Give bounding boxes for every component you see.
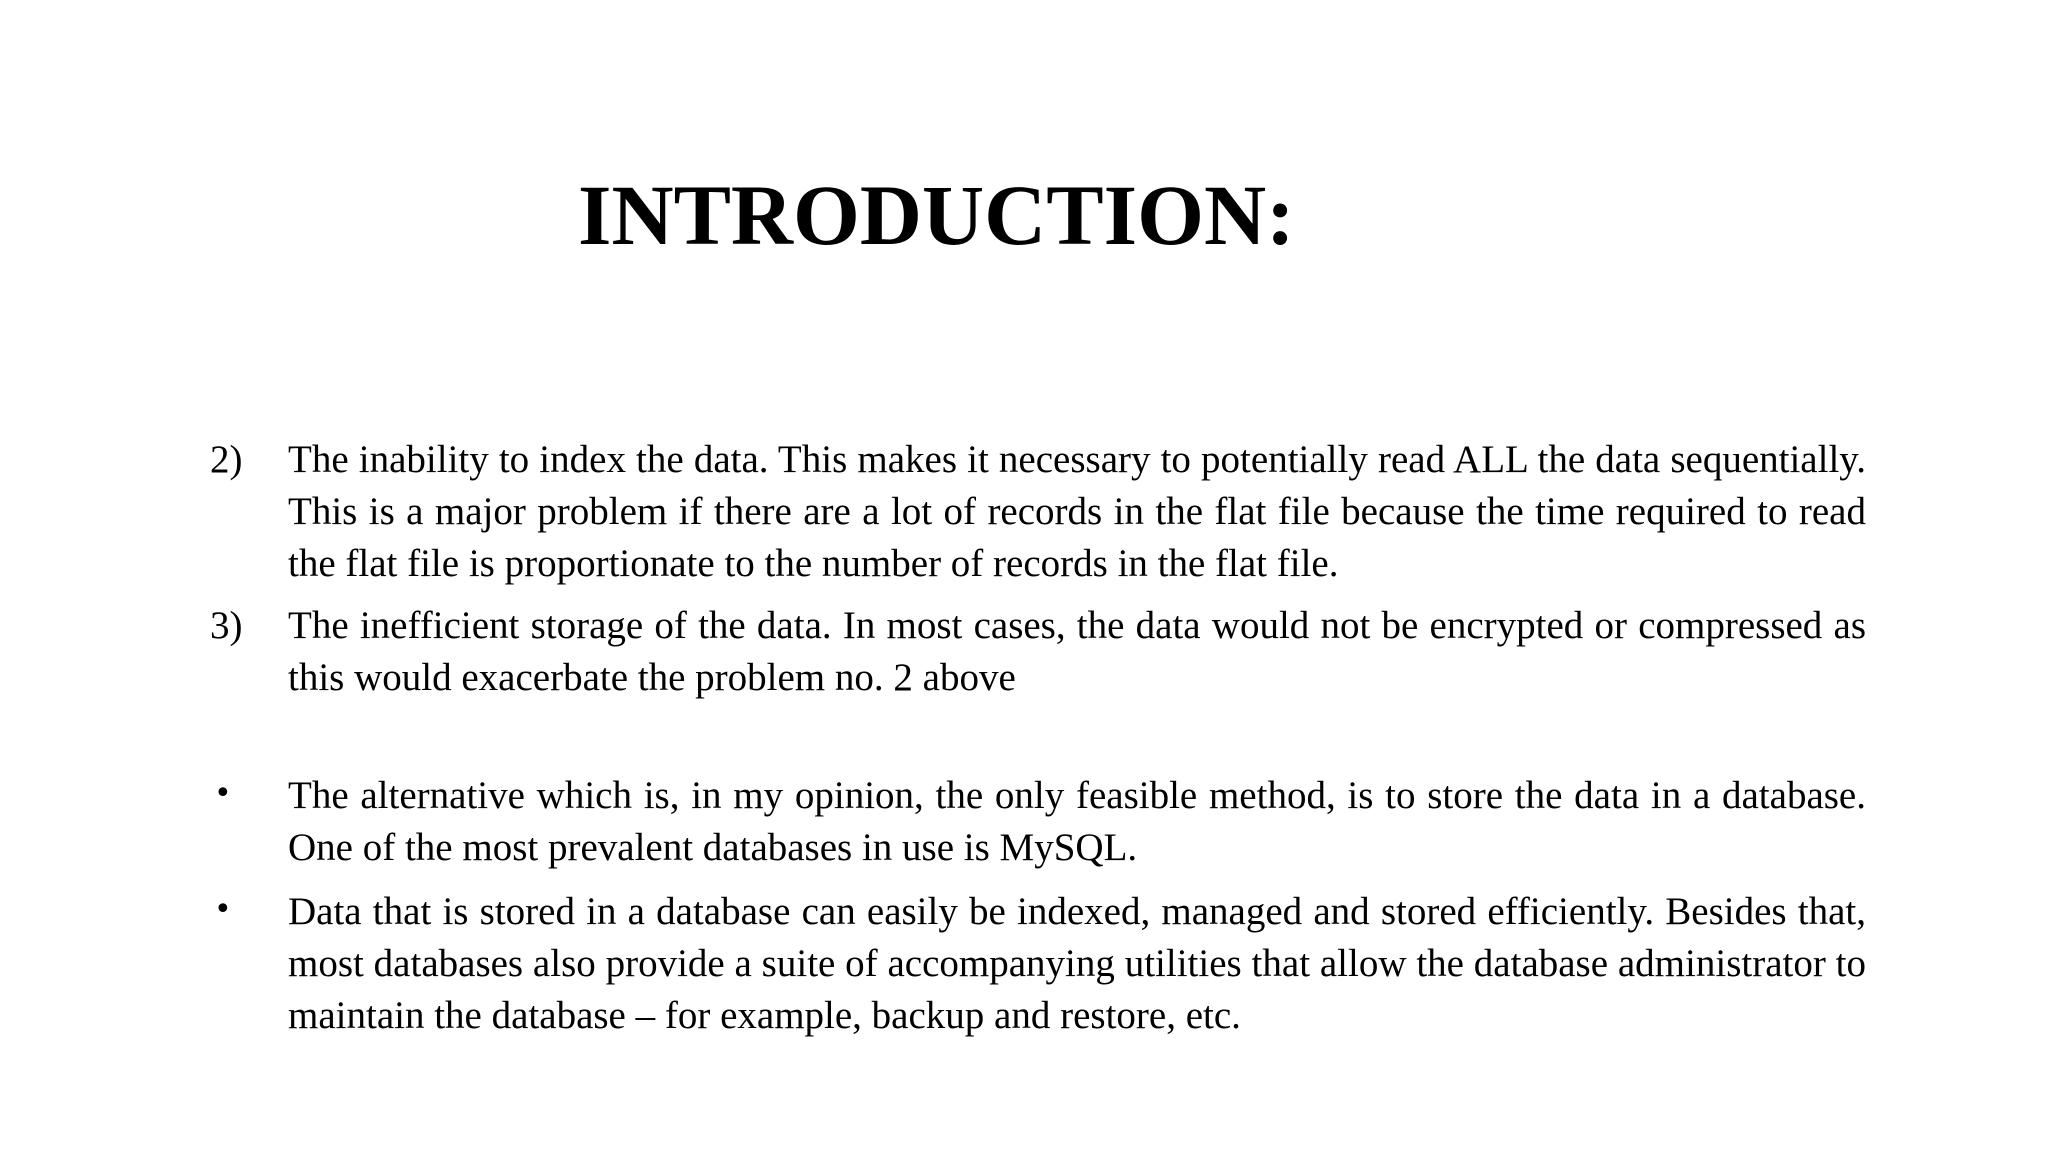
numbered-item-3 <box>210 600 1866 704</box>
bullet-icon: • <box>214 892 232 927</box>
numbered-item-2 <box>210 434 1866 590</box>
list-item-text: The alternative which is, in my opinion, the only feasible method, is to store the data in a database. One of the most prevalent databases in use is MySQL. <box>288 774 1866 869</box>
list-item-text: Data that is stored in a database can easily be indexed, managed and stored efficiently. Besides that, most databases also provide a suite of accompanying utilities that allow the database administrator to maintain the database – for example, backup and restore, etc. <box>288 890 1866 1037</box>
list-number: 3) <box>210 604 243 647</box>
list-item-text: The inability to index the data. This makes it necessary to potentially read ALL the data sequentially. This is a major problem if there are a lot of records in the flat file because the time required to read the flat file is proportionate to the number of records in the flat file. <box>288 438 1866 585</box>
page-title: INTRODUCTION: <box>578 167 1295 263</box>
bullet-icon: • <box>214 776 232 811</box>
bullet-item-alternative <box>210 770 1866 874</box>
slide-body <box>210 434 1866 1042</box>
bullet-item-database-benefits <box>210 886 1866 1042</box>
list-number: 2) <box>210 438 243 481</box>
list-item-text: The inefficient storage of the data. In most cases, the data would not be encrypted or compressed as this would exacerbate the problem no. 2 above <box>288 604 1866 699</box>
